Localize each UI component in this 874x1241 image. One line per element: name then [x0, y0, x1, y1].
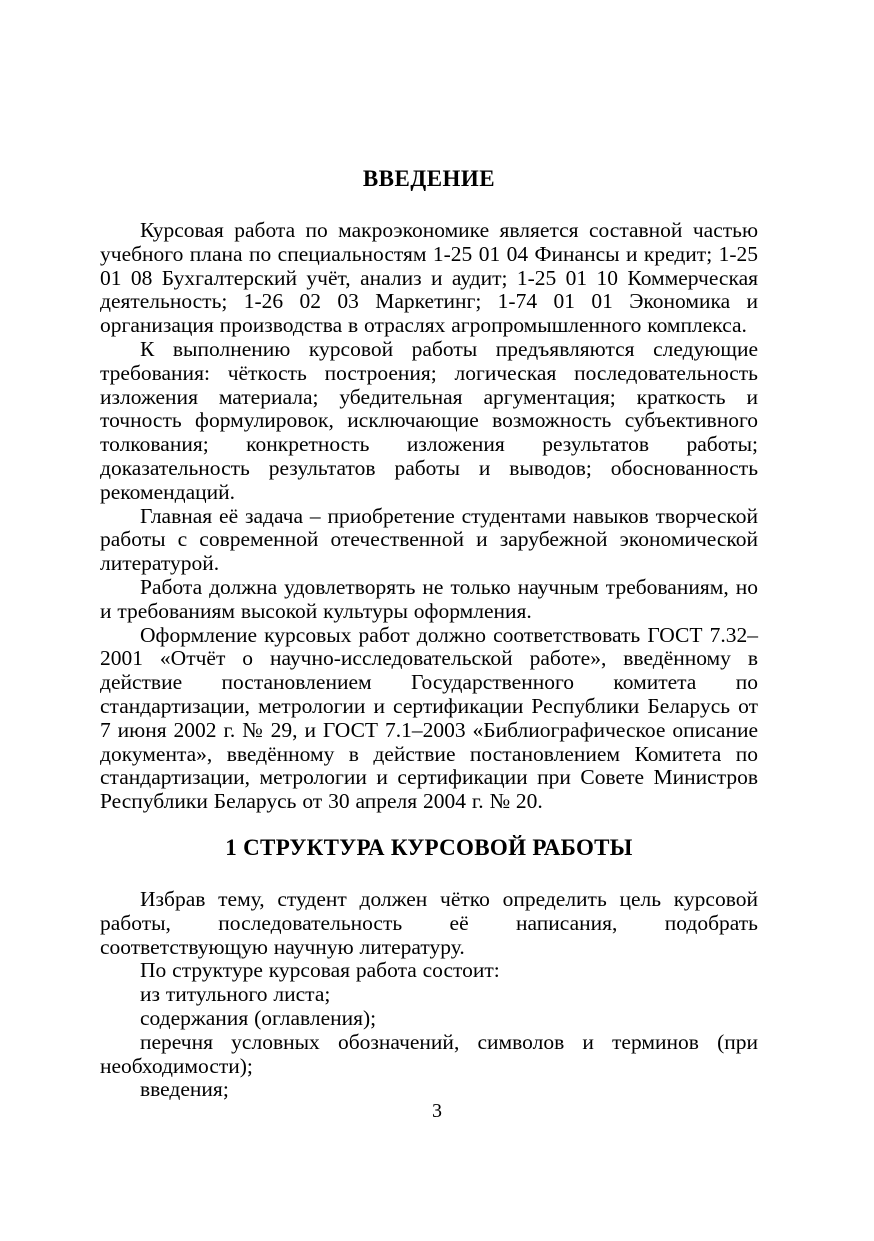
- section-heading: 1 СТРУКТУРА КУРСОВОЙ РАБОТЫ: [225, 834, 633, 860]
- intro-paragraph-4: Работа должна удовлетворять не только научным требованиям, но и требованиям высокой культуры оформления.: [100, 574, 758, 623]
- intro-paragraph-1: Курсовая работа по макроэкономике является составной частью учебного плана по специальностям 1-25 01 04 Финансы и кредит; 1-25 01 08 Бухгалтерский учёт, анализ и аудит; 1-25 01 10 Коммерческая деятельность; 1-26 02 03 Маркетинг; 1-74 01 01 Экономика и организация производства в отраслях агропромышленного комплекса.: [100, 218, 758, 338]
- intro-paragraph-2: К выполнению курсовой работы предъявляются следующие требования: чёткость построения; логическая последовательность изложения материала; убедительная аргументация; краткость и точность формулировок, исключающие возможность субъективного толкования; конкретность изложения результатов работы; доказательность результатов работы и выводов; обоснованность рекомендаций.: [100, 336, 758, 504]
- intro-paragraph-3: Главная её задача – приобретение студентами навыков творческой работы с современной отечественной и зарубежной экономической литературой.: [100, 503, 758, 576]
- section-paragraph-2: По структуре курсовая работа состоит:: [140, 958, 500, 983]
- page-title: ВВЕДЕНИЕ: [362, 166, 496, 191]
- section-paragraph-1: Избрав тему, студент должен чётко определить цель курсовой работы, последовательность её написания, подобрать соответствующую научную литературу.: [100, 886, 758, 959]
- page-number: 3: [432, 1100, 442, 1122]
- structure-item-1: из титульного листа;: [140, 982, 331, 1007]
- structure-item-3: перечня условных обозначений, символов и терминов (при необходимости);: [100, 1029, 758, 1078]
- structure-item-2: содержания (оглавления);: [140, 1005, 377, 1030]
- structure-item-4: введения;: [140, 1077, 229, 1102]
- intro-paragraph-5: Оформление курсовых работ должно соответствовать ГОСТ 7.32–2001 «Отчёт о научно-исследовательской работе», введённому в действие постановлением Государственного комитета по стандартизации, метрологии и сертификации Республики Беларусь от 7 июня 2002 г. № 29, и ГОСТ 7.1–2003 «Библиографическое описание документа», введённому в действие постановлением Комитета по стандартизации, метрологии и сертификации при Совете Министров Республики Беларусь от 30 апреля 2004 г. № 20.: [100, 622, 758, 814]
